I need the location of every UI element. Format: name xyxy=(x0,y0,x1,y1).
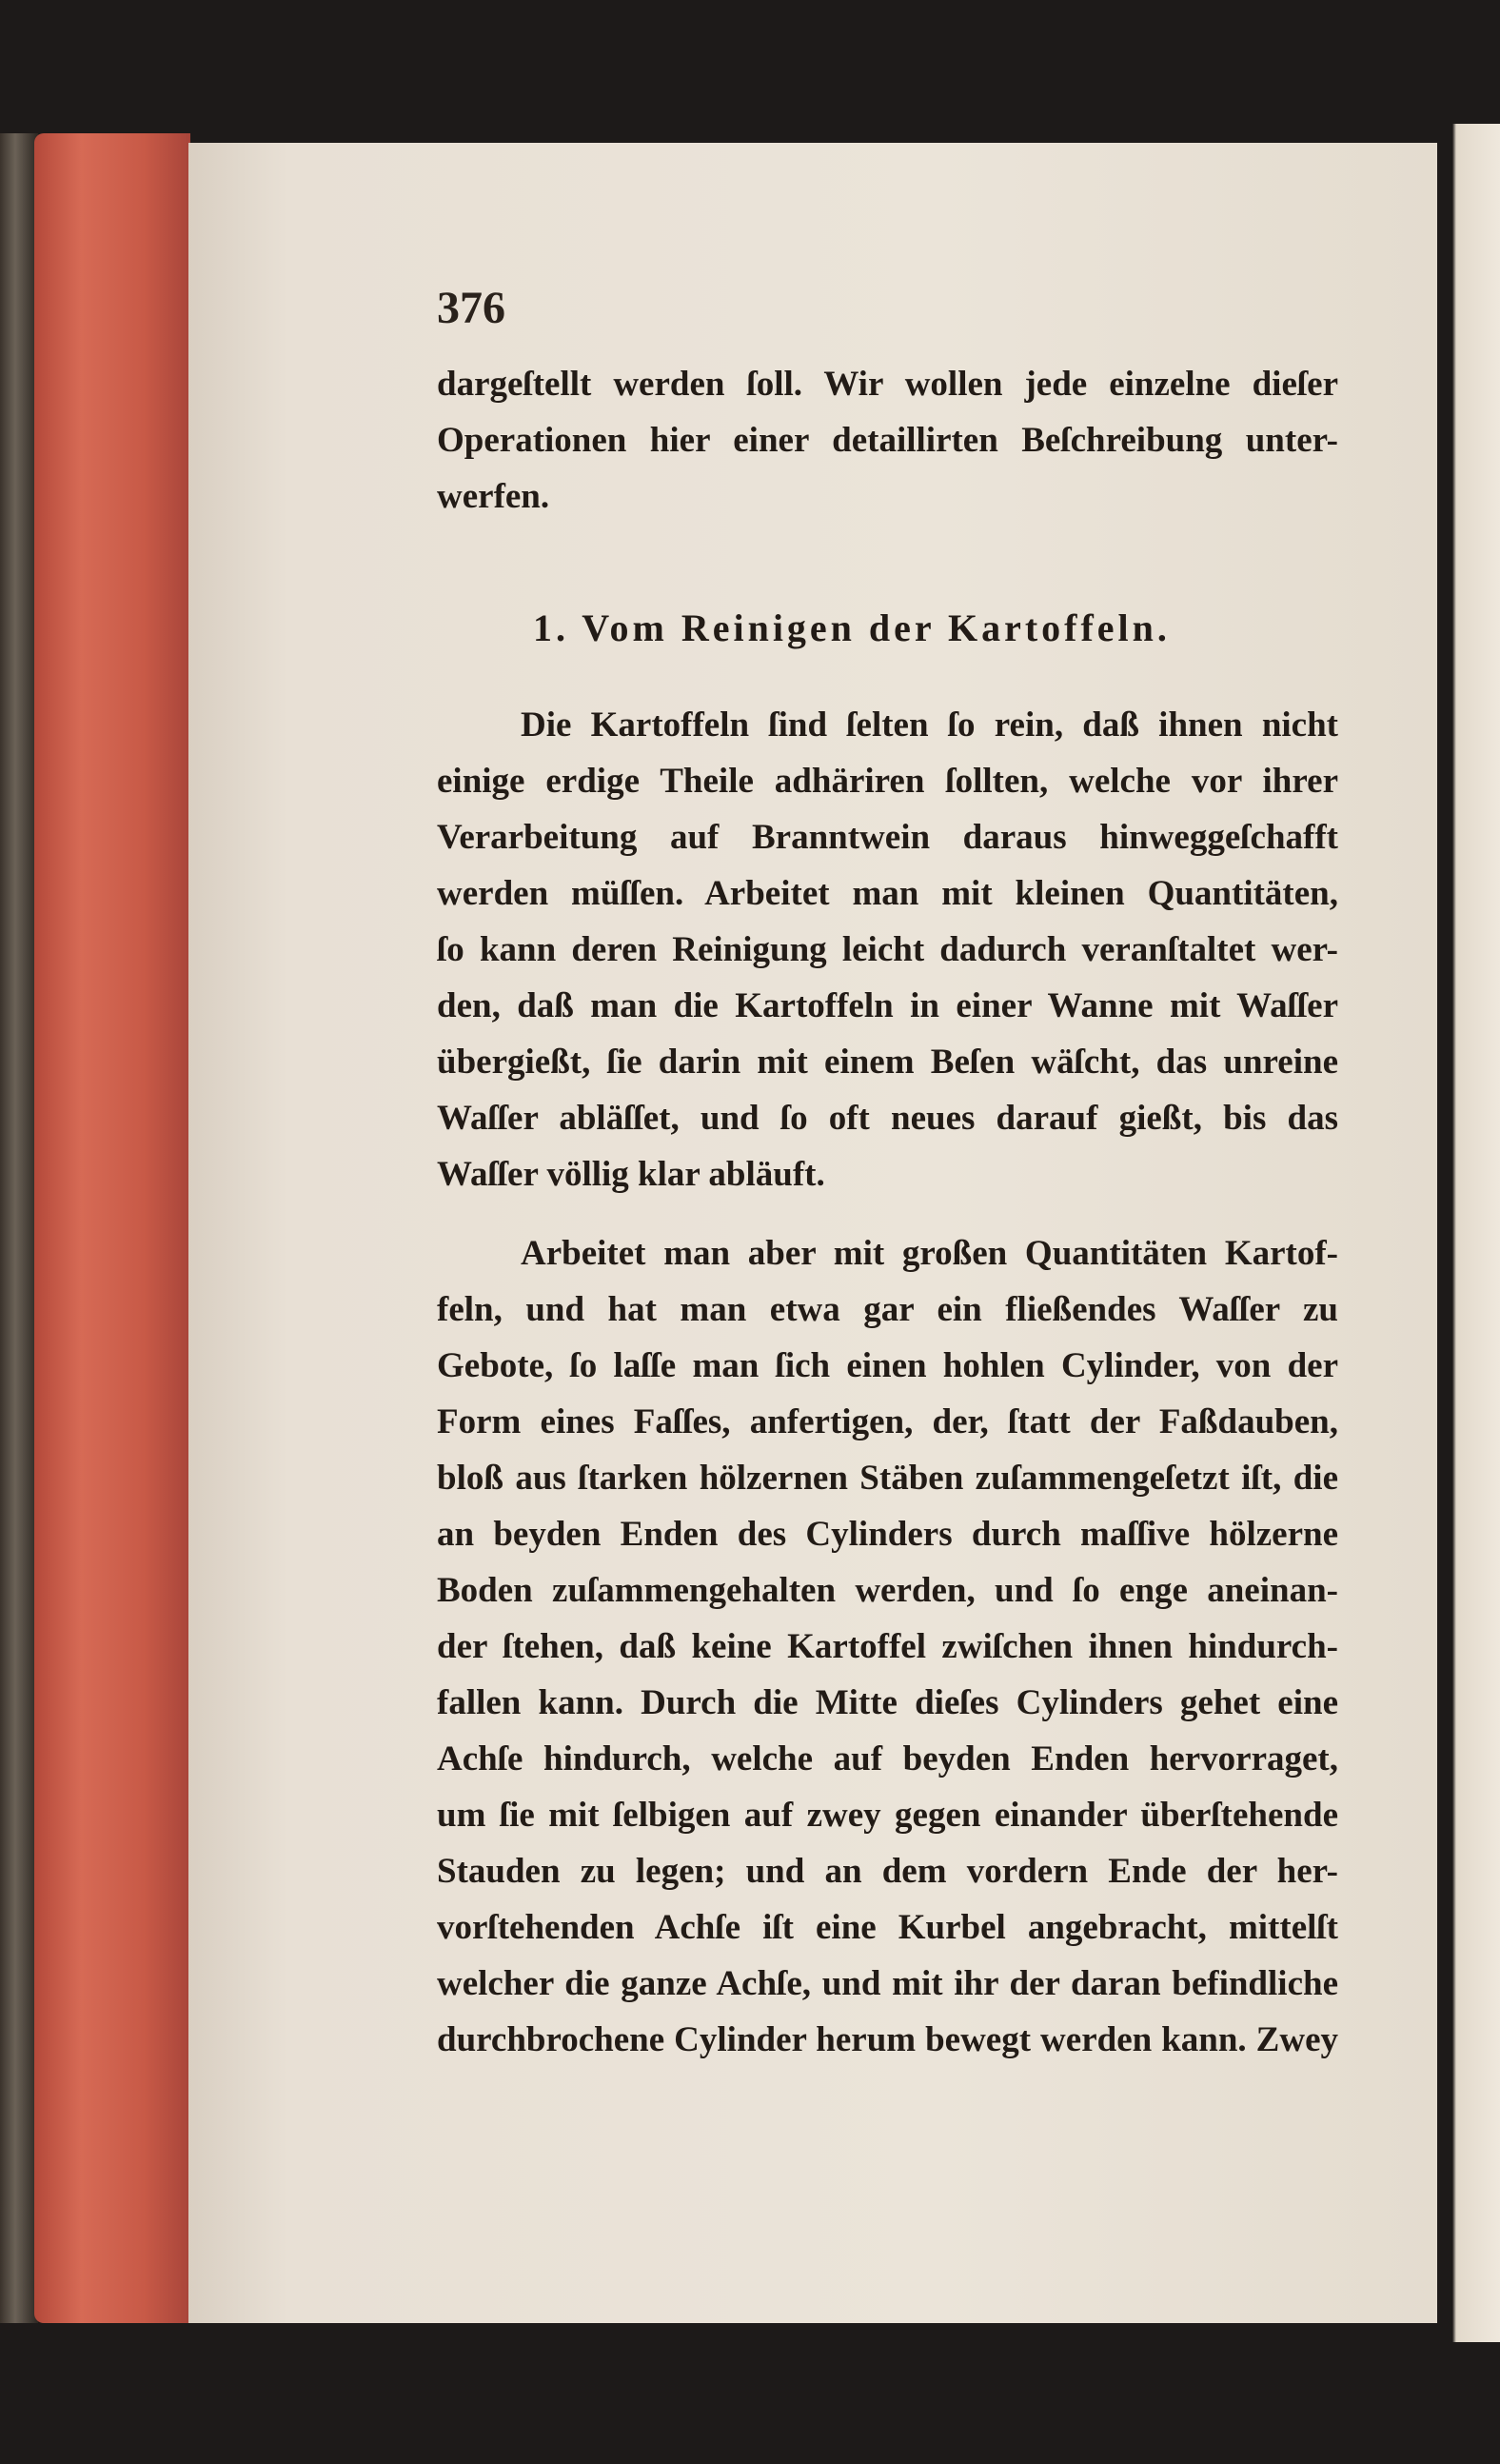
text-line: dargeſtellt werden ſoll. Wir wollen jede einzelne dieſer xyxy=(437,365,1338,404)
paragraph-2 xyxy=(437,1225,1338,2068)
text-line: einige erdige Theile adhäriren ſollten, welche vor ihrer xyxy=(437,762,1338,801)
text-line: Verarbeitung auf Branntwein daraus hinweggeſchafft xyxy=(437,818,1338,857)
text-line: vorſtehenden Achſe iſt eine Kurbel angebracht, mittelſt xyxy=(437,1908,1338,1947)
section-heading: 1. Vom Reinigen der Kartoffeln. xyxy=(533,606,1171,649)
text-line: übergießt, ſie darin mit einem Beſen wäſcht, das unreine xyxy=(437,1043,1338,1082)
text-line: Operationen hier einer detaillirten Beſchreibung unter- xyxy=(437,421,1338,460)
text-line: ſo kann deren Reinigung leicht dadurch veranſtaltet wer- xyxy=(437,930,1338,969)
text-line: fallen kann. Durch die Mitte dieſes Cylinders gehet eine xyxy=(437,1683,1338,1722)
text-line: Waſſer völlig klar abläuft. xyxy=(437,1155,825,1194)
text-line: Gebote, ſo laſſe man ſich einen hohlen Cylinder, von der xyxy=(437,1346,1338,1385)
text-line: Achſe hindurch, welche auf beyden Enden hervorraget, xyxy=(437,1739,1338,1778)
text-line: um ſie mit ſelbigen auf zwey gegen einander überſtehende xyxy=(437,1796,1338,1835)
text-line: Boden zuſammengehalten werden, und ſo enge aneinan- xyxy=(437,1571,1338,1610)
text-line: feln, und hat man etwa gar ein fließendes Waſſer zu xyxy=(437,1290,1338,1329)
book-edge-red xyxy=(34,133,190,2323)
paragraph-1 xyxy=(437,697,1338,1202)
book-spine xyxy=(0,133,38,2323)
text-line: Form eines Faſſes, anfertigen, der, ſtatt der Faßdauben, xyxy=(437,1402,1338,1441)
text-line: an beyden Enden des Cylinders durch maſſive hölzerne xyxy=(437,1515,1338,1554)
facing-page-edge xyxy=(1437,124,1500,2342)
text-line: Arbeitet man aber mit großen Quantitäten Kartof- xyxy=(521,1234,1338,1273)
text-line: der ſtehen, daß keine Kartoffel zwiſchen ihnen hindurch- xyxy=(437,1627,1338,1666)
text-line: Waſſer abläſſet, und ſo oft neues darauf gießt, bis das xyxy=(437,1099,1338,1138)
text-line: Die Kartoffeln ſind ſelten ſo rein, daß ihnen nicht xyxy=(521,705,1338,745)
text-line: welcher die ganze Achſe, und mit ihr der daran befindliche xyxy=(437,1964,1338,2003)
text-line: Stauden zu legen; und an dem vordern Ende der her- xyxy=(437,1852,1338,1891)
text-line: werden müſſen. Arbeitet man mit kleinen Quantitäten, xyxy=(437,874,1338,913)
text-line: den, daß man die Kartoffeln in einer Wanne mit Waſſer xyxy=(437,986,1338,1025)
text-line: durchbrochene Cylinder herum bewegt werden kann. Zwey xyxy=(437,2020,1338,2059)
intro-paragraph xyxy=(437,356,1338,525)
text-line: werfen. xyxy=(437,477,550,516)
text-line: bloß aus ſtarken hölzernen Stäben zuſammengeſetzt iſt, die xyxy=(437,1459,1338,1498)
page-number: 376 xyxy=(437,283,505,333)
